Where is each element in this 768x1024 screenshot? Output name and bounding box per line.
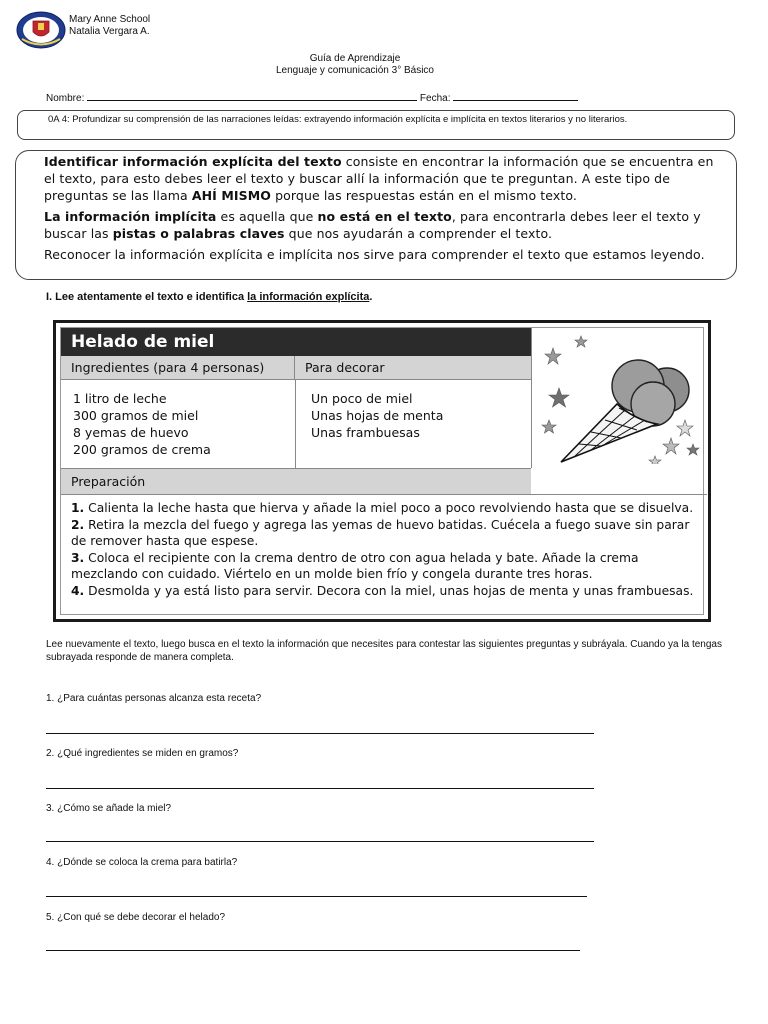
preparation-heading: Preparación (61, 468, 531, 494)
name-label: Nombre: (46, 93, 85, 104)
summary-paragraph: Reconocer la información explícita e implícita nos sirve para comprender el texto que estamos leyendo. (44, 247, 705, 262)
implicit-paragraph (44, 208, 724, 242)
school-info (69, 14, 150, 38)
step-text: Retira la mezcla del fuego y agrega las yemas de huevo batidas. Cuécela a fuego suave sin parar (84, 517, 690, 532)
decorate-item: Un poco de miel (311, 391, 413, 406)
instructions: Lee nuevamente el texto, luego busca en el texto la información que necesites para contestar las siguientes preguntas y subráyala. Cuando ya la tengas subrayada responde de manera completa. (46, 639, 722, 663)
step-3-continued: mezclando con cuidado. Viértelo en un molde bien frío y congela durante tres horas. (71, 567, 593, 581)
objective-text: 0A 4: Profundizar su comprensión de las narraciones leídas: extrayendo información explícita e implícita en textos literarios y no literarios. (48, 114, 628, 125)
not-in-text-term: no está en el texto (317, 209, 452, 224)
step-3 (71, 550, 703, 567)
section-title (46, 291, 372, 303)
school-logo (16, 10, 66, 50)
step-number: 3. (71, 550, 85, 565)
ahi-mismo-term: AHÍ MISMO (191, 188, 272, 203)
explicit-paragraph (44, 153, 724, 204)
subject-title: Lenguaje y comunicación 3° Básico (276, 65, 434, 76)
image-divider (531, 328, 532, 468)
ingredient-item: 200 gramos de crema (73, 442, 211, 457)
name-field[interactable] (87, 90, 417, 101)
clues-term: pistas o palabras claves (112, 226, 285, 241)
implicit-text-3: que nos ayudarán a comprender el texto. (284, 226, 553, 241)
info-box (15, 150, 737, 280)
question-1: 1. ¿Para cuántas personas alcanza esta receta? (46, 693, 262, 704)
name-date-row (46, 90, 578, 105)
ingredient-item: 8 yemas de huevo (73, 425, 189, 440)
question-4: 4. ¿Dónde se coloca la crema para batirla? (46, 857, 238, 868)
decorate-heading: Para decorar (295, 356, 531, 380)
school-name: Mary Anne School (69, 14, 151, 25)
step-text: Coloca el recipiente con la crema dentro de otro con agua helada y bate. Añade la crema (84, 550, 639, 565)
section-underlined: la información explícita (247, 291, 370, 303)
date-field[interactable] (453, 90, 578, 101)
ice-cream-cone-illustration (535, 334, 705, 464)
explicit-text-1: consiste en encontrar la información que se encuentra en el texto, para esto debes leer el texto y buscar allí la información que te preguntan. A este tipo de preguntas se las llama (44, 154, 714, 203)
step-number: 2. (71, 517, 85, 532)
step-text: Desmolda y ya está listo para servir. Decora con la miel, unas hojas de menta y unas frambuesas. (84, 583, 694, 598)
ingredients-list (73, 390, 211, 458)
step-number: 4. (71, 583, 85, 598)
teacher-name: Natalia Vergara A. (69, 26, 150, 37)
recipe-title: Helado de miel (61, 328, 531, 356)
section-lead: I. Lee atentamente el texto e identifica (46, 291, 248, 303)
implicit-term: La información implícita (44, 209, 217, 224)
ingredient-item: 1 litro de leche (73, 391, 167, 406)
step-2-continued: de remover hasta que espese. (71, 534, 259, 548)
step-2 (71, 517, 703, 534)
implicit-text-1: es aquella que (216, 209, 318, 224)
ingredient-item: 300 gramos de miel (73, 408, 199, 423)
step-4 (71, 583, 703, 600)
question-2: 2. ¿Qué ingredientes se miden en gramos? (46, 748, 239, 759)
preparation-divider (61, 494, 707, 495)
explicit-text-2: porque las respuestas están en el mismo texto. (271, 188, 577, 203)
guide-title: Guía de Aprendizaje (309, 53, 401, 64)
answer-line-1[interactable] (46, 733, 594, 734)
explicit-term: Identificar información explícita del texto (44, 154, 342, 169)
implicit-text-2: , para encontrarla debes leer el texto y buscar las (44, 209, 701, 241)
answer-line-2[interactable] (46, 788, 594, 789)
recipe-card-inner (60, 327, 704, 615)
step-number: 1. (71, 501, 85, 515)
section-end: . (369, 291, 373, 303)
decorate-item: Unas frambuesas (311, 425, 420, 440)
objective-box (17, 110, 735, 140)
column-divider (295, 380, 296, 468)
answer-line-5[interactable] (46, 950, 580, 951)
recipe-card (53, 320, 711, 622)
step-text: Calienta la leche hasta que hierva y añade la miel poco a poco revolviendo hasta que se disuelva. (84, 501, 694, 515)
decorate-item: Unas hojas de menta (311, 408, 444, 423)
ingredients-heading: Ingredientes (para 4 personas) (61, 356, 295, 380)
preparation-steps (71, 500, 703, 599)
question-5: 5. ¿Con qué se debe decorar el helado? (46, 912, 226, 923)
date-label: Fecha: (419, 93, 451, 104)
step-1 (71, 500, 703, 517)
answer-line-4[interactable] (46, 896, 587, 897)
question-3: 3. ¿Cómo se añade la miel? (46, 803, 172, 814)
answer-line-3[interactable] (46, 841, 594, 842)
decorate-list (311, 390, 443, 441)
